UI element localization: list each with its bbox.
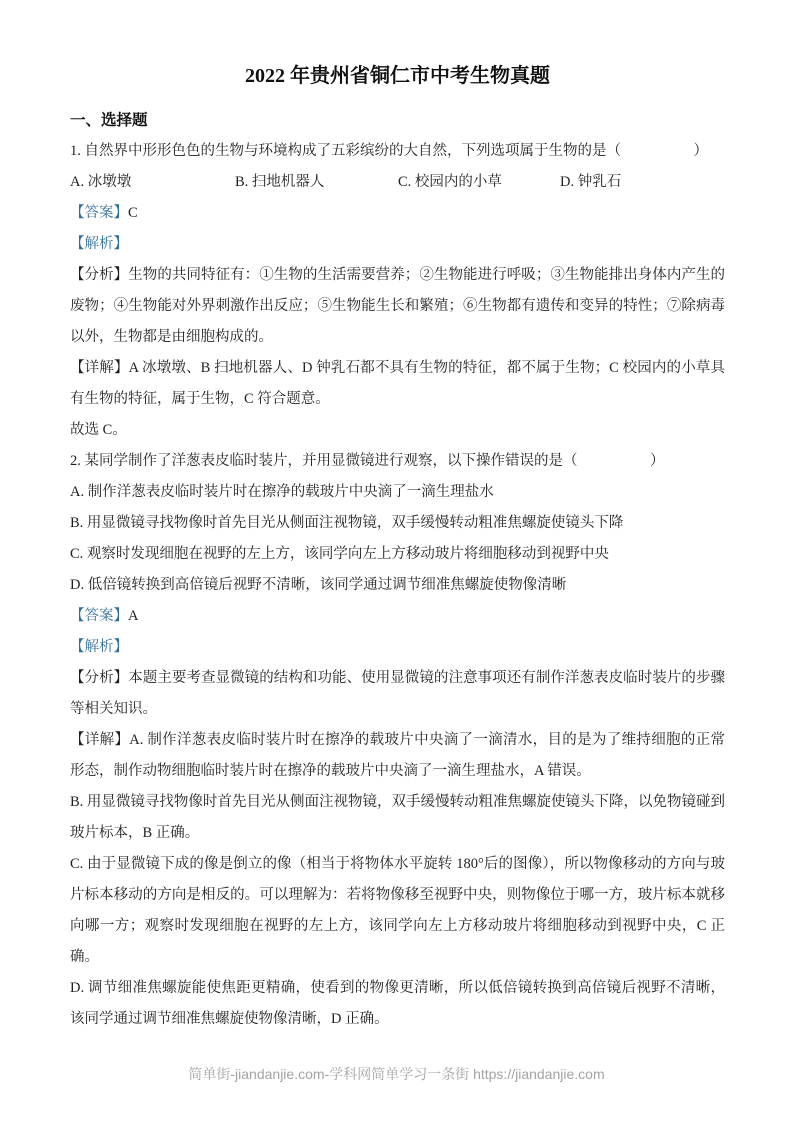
question-2-option-d: D. 低倍镜转换到高倍镜后视野不清晰，该同学通过调节细准焦螺旋使物像清晰 [70,577,567,593]
question-2 [70,446,725,1035]
page-title: 2022 年贵州省铜仁市中考生物真题 [245,65,550,87]
question-2-analysis-label [70,632,725,663]
question-2-stem: 2. 某同学制作了洋葱表皮临时装片，并用显微镜进行观察，以下操作错误的是（ ） [70,453,665,469]
answer-label: 【答案】 [70,608,128,624]
question-1 [70,136,725,446]
question-2-option-a: A. 制作洋葱表皮临时装片时在擦净的载玻片中央滴了一滴生理盐水 [70,484,494,500]
question-1-answer-line [70,198,725,229]
question-2-option-c: C. 观察时发现细胞在视野的左上方，该同学向左上方移动玻片将细胞移动到视野中央 [70,546,609,562]
question-1-detail: 【详解】A 冰墩墩、B 扫地机器人、D 钟乳石都不具有生物的特征，都不属于生物；C 校园内的小草具有生物的特征，属于生物，C 符合题意。 [70,360,725,407]
question-1-answer-value: C [128,205,138,221]
section-heading: 一、选择题 [70,112,148,129]
question-1-stem: 1. 自然界中形形色色的生物与环境构成了五彩缤纷的大自然，下列选项属于生物的是（ ） [70,143,708,159]
question-1-analysis: 【分析】生物的共同特征有：①生物的生活需要营养；②生物能进行呼吸；③生物能排出身体内产生的废物；④生物能对外界刺激作出反应；⑤生物能生长和繁殖；⑥生物都有遗传和变异的特性；⑦除病毒以外，生物都是由细胞构成的。 [70,267,725,345]
question-1-analysis-label [70,229,725,260]
question-2-analysis: 【分析】本题主要考查显微镜的结构和功能、使用显微镜的注意事项还有制作洋葱表皮临时装片的步骤等相关知识。 [70,670,725,717]
question-1-conclusion: 故选 C。 [70,422,127,438]
question-2-option-b: B. 用显微镜寻找物像时首先目光从侧面注视物镜，双手缓慢转动粗准焦螺旋使镜头下降 [70,515,624,531]
question-2-detail-c: C. 由于显微镜下成的像是倒立的像（相当于将物体水平旋转 180°后的图像），所以物像移动的方向与玻片标本移动的方向是相反的。可以理解为：若将物像移至视野中央，则物像位于哪一方，玻片标本就移向哪一方；观察时发现细胞在视野的左上方，该同学向左上方移动玻片将细胞移动到视野中央，C 正确。 [70,856,725,965]
question-1-option-c: C. 校园内的小草 [398,174,502,190]
question-2-answer-value: A [128,608,139,624]
answer-label: 【答案】 [70,205,128,221]
question-2-detail-d: D. 调节细准焦螺旋能使焦距更精确，使看到的物像更清晰，所以低倍镜转换到高倍镜后视野不清晰，该同学通过调节细准焦螺旋使物像清晰，D 正确。 [70,980,725,1027]
question-1-option-a: A. 冰墩墩 [70,174,132,190]
question-2-detail-a: 【详解】A. 制作洋葱表皮临时装片时在擦净的载玻片中央滴了一滴清水，目的是为了维持细胞的正常形态，制作动物细胞临时装片时在擦净的载玻片中央滴了一滴生理盐水，A 错误。 [70,732,725,779]
analysis-label: 【解析】 [70,639,128,655]
question-2-detail-b: B. 用显微镜寻找物像时首先目光从侧面注视物镜，双手缓慢转动粗准焦螺旋使镜头下降，以免物镜碰到玻片标本，B 正确。 [70,794,725,841]
question-2-answer-line [70,601,725,632]
question-1-options [70,167,725,198]
question-1-option-d: D. 钟乳石 [560,174,622,190]
analysis-label: 【解析】 [70,236,128,252]
watermark-footer: 简单街-jiandanjie.com-学科网简单学习一条街 https://jiandanjie.com [188,1066,605,1082]
question-1-option-b: B. 扫地机器人 [235,174,325,190]
